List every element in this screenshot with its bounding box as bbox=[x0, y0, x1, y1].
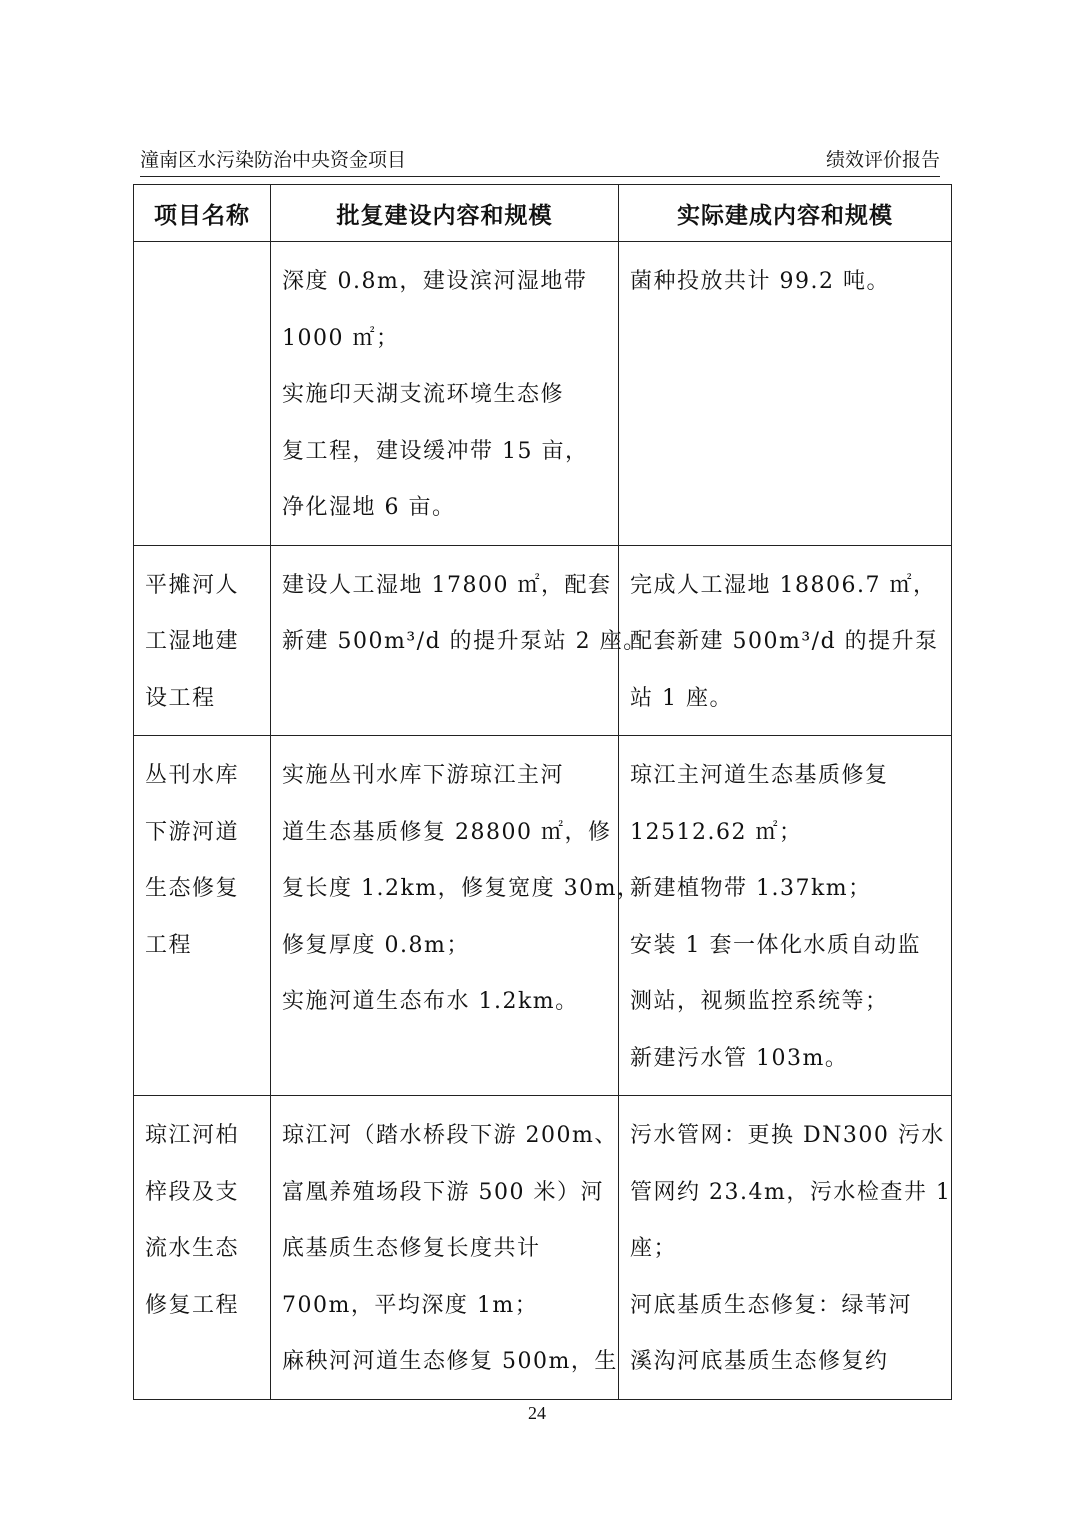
project-name-line: 生态修复 bbox=[145, 876, 240, 901]
actual-content-cell bbox=[619, 736, 952, 1096]
project-name-line: 下游河道 bbox=[145, 819, 240, 845]
approved-line: 实施丛刊水库下游琼江主河 bbox=[282, 763, 565, 788]
approved-line: 新建 500m³/d 的提升泵站 2 座。 bbox=[282, 629, 647, 654]
approved-line: 深度 0.8m，建设滨河湿地带 bbox=[282, 269, 588, 294]
table-row bbox=[134, 545, 952, 736]
table-row bbox=[134, 736, 952, 1096]
actual-line: 溪沟河底基质生态修复约 bbox=[630, 1349, 889, 1374]
approved-line: 麻秧河河道生态修复 500m，生 bbox=[282, 1349, 618, 1374]
actual-line: 测站，视频监控系统等； bbox=[630, 989, 889, 1014]
actual-line: 站 1 座。 bbox=[630, 685, 733, 711]
approved-line: 1000 ㎡； bbox=[282, 325, 400, 351]
column-header-project-name: 项目名称 bbox=[134, 185, 271, 242]
project-name-cell bbox=[134, 545, 271, 736]
approved-line: 实施河道生态布水 1.2km。 bbox=[282, 989, 579, 1014]
approved-content-cell bbox=[271, 1096, 619, 1400]
actual-line: 新建植物带 1.37km； bbox=[630, 876, 872, 901]
approved-content-cell bbox=[271, 242, 619, 546]
actual-line: 污水管网：更换 DN300 污水 bbox=[630, 1123, 945, 1148]
approved-line: 道生态基质修复 28800 ㎡，修 bbox=[282, 819, 612, 845]
header-right-title: 绩效评价报告 bbox=[825, 149, 940, 171]
project-name-cell bbox=[134, 736, 271, 1096]
actual-content-cell bbox=[619, 242, 952, 546]
approved-line: 富凰养殖场段下游 500 米）河 bbox=[282, 1179, 604, 1205]
project-name-line: 修复工程 bbox=[145, 1292, 240, 1318]
actual-line: 座； bbox=[630, 1236, 678, 1261]
approved-line: 修复厚度 0.8m； bbox=[282, 932, 470, 958]
approved-content-cell bbox=[271, 545, 647, 736]
actual-content-cell bbox=[619, 1096, 952, 1400]
approved-line: 复工程，建设缓冲带 15 亩， bbox=[282, 438, 589, 464]
page-number: 24 bbox=[528, 1403, 546, 1423]
actual-content-cell bbox=[619, 545, 952, 736]
actual-line: 安装 1 套一体化水质自动监 bbox=[630, 932, 921, 958]
actual-line: 管网约 23.4m，污水检查井 1 bbox=[630, 1179, 952, 1205]
approved-line: 700m，平均深度 1m； bbox=[282, 1292, 539, 1318]
approved-line: 复长度 1.2km，修复宽度 30m， bbox=[282, 876, 641, 901]
table-row bbox=[134, 1096, 952, 1400]
table-row bbox=[134, 242, 952, 546]
project-name-cell bbox=[134, 242, 271, 546]
project-name-line: 平摊河人 bbox=[145, 572, 240, 598]
actual-line: 配套新建 500m³/d 的提升泵 bbox=[630, 629, 939, 654]
project-name-line: 丛刊水库 bbox=[145, 763, 240, 788]
project-table bbox=[133, 184, 952, 1400]
actual-line: 河底基质生态修复：绿苇河 bbox=[630, 1292, 913, 1318]
column-header-approved: 批复建设内容和规模 bbox=[271, 185, 619, 242]
actual-line: 完成人工湿地 18806.7 ㎡， bbox=[630, 572, 937, 598]
approved-line: 实施印天湖支流环境生态修 bbox=[282, 382, 565, 407]
actual-line: 新建污水管 103m。 bbox=[630, 1045, 849, 1071]
header-left-title: 潼南区水污染防治中央资金项目 bbox=[140, 149, 407, 171]
actual-line: 琼江主河道生态基质修复 bbox=[630, 763, 889, 788]
approved-line: 建设人工湿地 17800 ㎡，配套 bbox=[282, 572, 612, 598]
approved-content-cell bbox=[271, 736, 641, 1096]
actual-line: 菌种投放共计 99.2 吨。 bbox=[630, 269, 890, 294]
project-name-line: 流水生态 bbox=[145, 1236, 240, 1261]
project-name-cell bbox=[134, 1096, 271, 1400]
project-name-line: 琼江河柏 bbox=[145, 1123, 240, 1148]
project-name-line: 工湿地建 bbox=[145, 629, 240, 654]
project-name-line: 工程 bbox=[145, 932, 193, 958]
column-header-actual: 实际建成内容和规模 bbox=[619, 185, 952, 242]
actual-line: 12512.62 ㎡； bbox=[630, 819, 803, 845]
project-name-line: 梓段及支 bbox=[145, 1179, 240, 1205]
table-header-row bbox=[134, 185, 952, 242]
page-header bbox=[140, 143, 940, 177]
approved-line: 底基质生态修复长度共计 bbox=[282, 1236, 541, 1261]
project-name-line: 设工程 bbox=[145, 685, 216, 711]
approved-line: 琼江河（踏水桥段下游 200m、 bbox=[282, 1123, 618, 1148]
approved-line: 净化湿地 6 亩。 bbox=[282, 495, 456, 520]
